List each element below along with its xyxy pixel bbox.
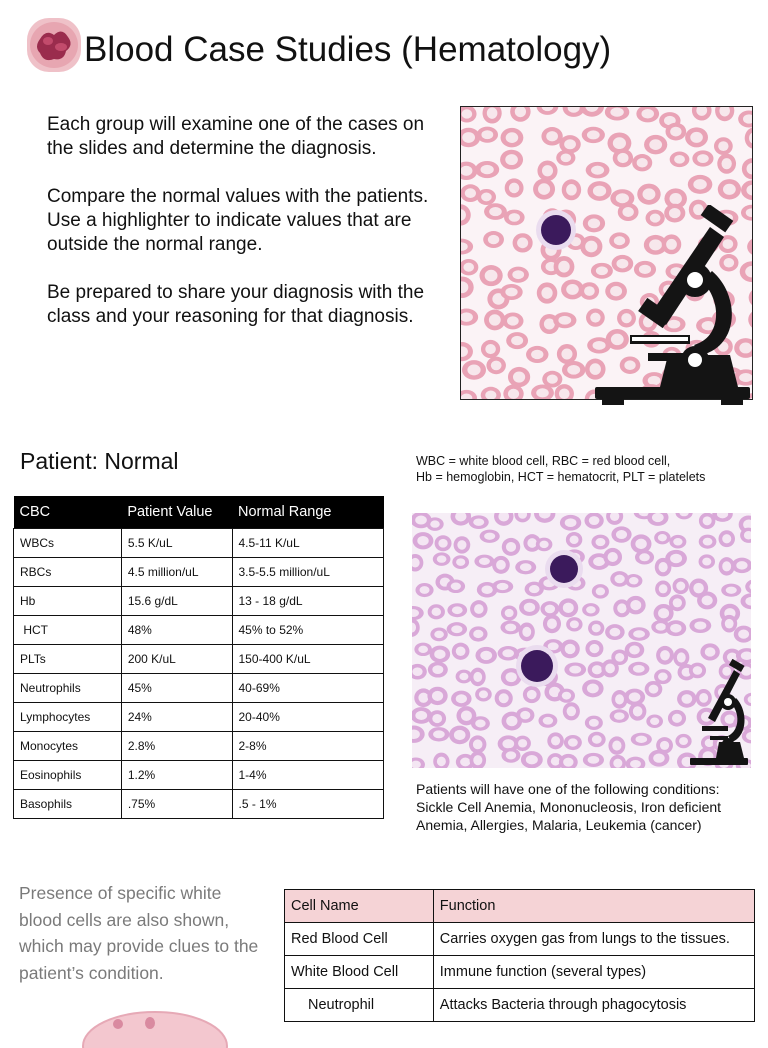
presence-note: Presence of specific white blood cells are also shown, which may provide clues to the patient’s condition.: [19, 880, 267, 986]
column-header: Normal Range: [232, 496, 384, 529]
red-blood-cell-center: [456, 647, 466, 656]
red-blood-cell-center: [593, 186, 606, 197]
red-blood-cell-center: [610, 108, 623, 117]
red-blood-cell-center: [522, 627, 531, 637]
conditions-note: [416, 780, 761, 834]
red-blood-cell-center: [565, 644, 576, 654]
red-blood-cell-center: [558, 316, 571, 325]
red-blood-cell-center: [526, 755, 538, 764]
red-blood-cell-center: [480, 651, 492, 660]
cell-function: Attacks Bacteria through phagocytosis: [433, 989, 754, 1022]
abbreviation-line: WBC = white blood cell, RBC = red blood cell,: [416, 453, 761, 469]
red-blood-cell-center: [459, 673, 468, 681]
red-blood-cell-center: [570, 535, 579, 544]
red-blood-cell-center: [487, 107, 498, 118]
red-blood-cell-center: [524, 603, 535, 612]
red-blood-cell-center: [693, 583, 703, 594]
cbc-normal-range: 150-400 K/uL: [232, 645, 384, 674]
white-blood-cell-nucleus: [521, 650, 553, 682]
red-blood-cell-center: [721, 158, 731, 169]
red-blood-cell-center: [473, 518, 484, 525]
red-blood-cell-center: [658, 672, 668, 680]
column-header: Cell Name: [285, 890, 434, 923]
cbc-patient-value: 200 K/uL: [121, 645, 232, 674]
red-blood-cell-center: [496, 560, 506, 570]
red-blood-cell-center: [432, 691, 443, 701]
red-blood-cell-center: [485, 391, 496, 400]
cbc-normal-range: 1-4%: [232, 761, 384, 790]
abbreviations-note: [416, 453, 761, 485]
red-blood-cell-center: [608, 552, 618, 562]
column-header: Patient Value: [121, 496, 232, 529]
red-blood-cell-center: [438, 539, 447, 548]
red-blood-cell-center: [465, 188, 476, 198]
red-blood-cell-center: [462, 109, 473, 118]
red-blood-cell-center: [643, 188, 656, 200]
red-blood-cell-center: [520, 711, 530, 720]
red-blood-cell-center: [481, 193, 492, 202]
red-blood-cell-center: [512, 270, 524, 279]
red-blood-cell-center: [434, 631, 444, 639]
conditions-line: Anemia, Allergies, Malaria, Leukemia (cancer): [416, 816, 761, 834]
cbc-normal-range: .5 - 1%: [232, 790, 384, 819]
red-blood-cell-center: [505, 624, 516, 632]
red-blood-cell-center: [635, 539, 646, 549]
red-blood-cell-center: [551, 757, 560, 766]
red-blood-cell-center: [542, 165, 553, 176]
red-blood-cell-center: [506, 672, 517, 682]
cbc-patient-value: 48%: [121, 616, 232, 645]
patient-heading: Patient: Normal: [20, 448, 179, 475]
red-blood-cell-center: [562, 692, 571, 700]
cbc-patient-value: 45%: [121, 674, 232, 703]
red-blood-cell-center: [489, 207, 502, 216]
cells-header-row: [285, 890, 755, 923]
red-blood-cell-center: [433, 730, 445, 738]
red-blood-cell-center: [484, 533, 495, 540]
red-blood-cell-center: [488, 235, 499, 244]
red-blood-cell-center: [545, 605, 555, 614]
red-blood-cell-center: [505, 154, 518, 165]
cbc-normal-range: 40-69%: [232, 674, 384, 703]
red-blood-cell-center: [474, 604, 484, 614]
cbc-patient-value: 5.5 K/uL: [121, 529, 232, 558]
red-blood-cell-center: [509, 213, 520, 222]
red-blood-cell-center: [473, 630, 483, 638]
red-blood-cell-center: [415, 515, 427, 524]
red-blood-cell-center: [612, 741, 621, 751]
red-blood-cell-center: [559, 388, 570, 399]
red-blood-cell-center: [569, 666, 581, 674]
red-blood-cell-center: [461, 710, 472, 721]
red-blood-cell-center: [460, 758, 470, 767]
red-blood-cell-center: [670, 127, 681, 137]
red-blood-cell-center: [538, 183, 550, 195]
table-row: [285, 989, 755, 1022]
abbreviation-line: Hb = hemoglobin, HCT = hematocrit, PLT = platelets: [416, 469, 761, 485]
cbc-test-name: WBCs: [14, 529, 122, 558]
cbc-test-name: Neutrophils: [14, 674, 122, 703]
white-blood-cell-nucleus: [541, 215, 571, 245]
red-blood-cell-center: [529, 585, 540, 593]
red-blood-cell-center: [502, 649, 514, 657]
red-blood-cell-center: [656, 623, 666, 630]
cbc-test-name: HCT: [14, 616, 122, 645]
red-blood-cell-center: [659, 562, 668, 572]
red-blood-cell-center: [650, 718, 659, 725]
red-blood-cell-center: [613, 137, 626, 149]
red-blood-cell-center: [420, 586, 430, 594]
cbc-patient-value: 4.5 million/uL: [121, 558, 232, 587]
red-blood-cell-center: [614, 712, 625, 719]
table-row: [14, 703, 384, 732]
red-blood-cell-center: [670, 193, 682, 204]
red-blood-cell-center: [718, 141, 728, 151]
red-blood-cell-center: [636, 736, 648, 743]
red-blood-cell-center: [543, 717, 553, 725]
red-blood-cell-center: [511, 336, 523, 345]
red-blood-cell-center: [563, 603, 574, 613]
red-blood-cell-center: [570, 620, 579, 628]
red-blood-cell-center: [697, 154, 709, 163]
red-blood-cell-center: [593, 557, 605, 566]
red-blood-cell-center: [673, 538, 682, 545]
red-blood-cell-center: [518, 739, 527, 747]
red-blood-cell-center: [473, 739, 483, 749]
red-blood-cell-center: [629, 692, 641, 701]
red-blood-cell-center: [566, 284, 579, 295]
red-blood-cell-center: [460, 166, 472, 176]
red-blood-cell-center: [541, 287, 552, 299]
red-blood-cell-center: [520, 563, 532, 571]
red-blood-cell-center: [630, 600, 641, 610]
red-blood-cell-center: [703, 538, 713, 546]
red-blood-cell-center: [658, 534, 667, 541]
red-blood-cell-center: [551, 736, 560, 745]
red-blood-cell-center: [658, 608, 669, 618]
table-row: [14, 558, 384, 587]
red-blood-cell-center: [589, 644, 599, 653]
cbc-patient-value: 15.6 g/dL: [121, 587, 232, 616]
cbc-test-name: Lymphocytes: [14, 703, 122, 732]
red-blood-cell-center: [561, 349, 572, 360]
red-blood-cell-center: [456, 558, 465, 566]
red-blood-cell-center: [649, 685, 659, 694]
red-blood-cell-center: [491, 361, 502, 371]
red-blood-cell-center: [588, 756, 600, 764]
red-blood-cell-center: [460, 312, 473, 321]
red-blood-cell-center: [723, 184, 736, 195]
column-header: CBC: [14, 496, 122, 529]
cbc-table: [13, 496, 384, 819]
red-blood-cell-center: [690, 132, 703, 143]
red-blood-cell-center: [456, 694, 467, 703]
red-blood-cell-center: [670, 624, 681, 633]
red-blood-cell-center: [479, 558, 490, 565]
red-blood-cell-center: [451, 583, 461, 590]
red-blood-cell-center: [430, 520, 440, 527]
red-blood-cell-center: [633, 630, 645, 637]
red-blood-cell-center: [567, 706, 576, 716]
red-blood-cell-center: [432, 714, 442, 723]
table-row: [14, 761, 384, 790]
red-blood-cell-center: [592, 665, 602, 674]
red-blood-cell-center: [418, 646, 428, 653]
red-blood-cell-center: [592, 624, 601, 632]
red-blood-cell-center: [659, 584, 668, 593]
table-row: [14, 616, 384, 645]
cbc-normal-range: 45% to 52%: [232, 616, 384, 645]
red-blood-cell-center: [596, 587, 605, 595]
red-blood-cell-center: [499, 693, 509, 703]
red-blood-cell-center: [462, 132, 475, 143]
red-blood-cell-center: [674, 155, 685, 164]
red-blood-cell-center: [517, 238, 528, 249]
cell-function: Carries oxygen gas from lungs to the tissues.: [433, 923, 754, 956]
red-blood-cell-center: [633, 706, 643, 716]
cbc-patient-value: 2.8%: [121, 732, 232, 761]
red-blood-cell-center: [641, 109, 654, 119]
red-blood-cell-center: [527, 538, 537, 548]
red-blood-cell-center: [630, 760, 641, 768]
red-blood-cell-center: [637, 158, 648, 168]
red-blood-cell-center: [615, 694, 624, 704]
cbc-normal-range: 13 - 18 g/dL: [232, 587, 384, 616]
red-blood-cell-center: [434, 649, 445, 658]
red-blood-cell-center: [505, 609, 514, 617]
red-blood-cell-center: [610, 628, 621, 637]
red-blood-cell-center: [489, 314, 501, 325]
cbc-patient-value: 24%: [121, 703, 232, 732]
page-title: Blood Case Studies (Hematology): [84, 28, 611, 72]
red-blood-cell-center: [564, 139, 576, 149]
red-blood-cell-center: [485, 270, 498, 282]
red-blood-cell-center: [725, 619, 734, 629]
red-blood-cell-center: [506, 751, 516, 759]
red-blood-cell-center: [595, 538, 605, 546]
red-blood-cell-center: [415, 711, 427, 720]
red-blood-cell-center: [676, 582, 685, 591]
table-row: [14, 674, 384, 703]
table-row: [285, 923, 755, 956]
red-blood-cell-center: [481, 586, 492, 594]
red-blood-cell-center: [615, 653, 624, 662]
red-blood-cell-center: [616, 193, 629, 203]
red-blood-cell-center: [567, 365, 580, 375]
cell-name: White Blood Cell: [285, 956, 434, 989]
red-blood-cell-center: [531, 350, 543, 359]
red-blood-cell-center: [451, 625, 462, 633]
red-blood-cell-center: [506, 716, 517, 726]
cbc-test-name: Basophils: [14, 790, 122, 819]
red-blood-cell-center: [589, 516, 600, 525]
red-blood-cell-center: [479, 690, 488, 698]
red-blood-cell-center: [639, 553, 650, 561]
red-blood-cell-center: [566, 184, 577, 196]
cbc-header-row: [14, 496, 384, 529]
instruction-paragraph: Be prepared to share your diagnosis with the class and your reasoning for that diagnosis.: [47, 281, 442, 329]
microscope-icon: [590, 205, 755, 415]
red-blood-cell-center: [670, 554, 682, 563]
red-blood-cell-center: [617, 153, 628, 163]
cbc-normal-range: 2-8%: [232, 732, 384, 761]
red-blood-cell-center: [660, 650, 670, 660]
red-blood-cell-center: [702, 558, 711, 566]
conditions-line: Patients will have one of the following conditions:: [416, 780, 761, 798]
red-blood-cell-center: [558, 261, 569, 273]
red-blood-cell-center: [652, 513, 664, 522]
cbc-test-name: Monocytes: [14, 732, 122, 761]
red-blood-cell-center: [649, 139, 662, 150]
red-blood-cell-center: [587, 684, 599, 694]
red-blood-cell-center: [677, 652, 686, 662]
red-blood-cell-center: [561, 153, 572, 162]
table-row: [285, 956, 755, 989]
cbc-test-name: PLTs: [14, 645, 122, 674]
red-blood-cell-center: [617, 603, 627, 613]
column-header: Function: [433, 890, 754, 923]
red-blood-cell-center: [591, 166, 604, 175]
table-row: [14, 587, 384, 616]
red-blood-cell-center: [412, 667, 422, 676]
red-blood-cell-center: [568, 738, 578, 746]
red-blood-cell-center: [437, 555, 447, 562]
red-blood-cell-center: [417, 536, 428, 546]
red-blood-cell-center: [722, 561, 731, 571]
red-blood-cell-center: [454, 730, 466, 740]
red-blood-cell-center: [633, 665, 645, 673]
cbc-normal-range: 3.5-5.5 million/uL: [232, 558, 384, 587]
red-blood-cell-center: [506, 542, 516, 552]
red-blood-cell-center: [565, 518, 577, 527]
red-blood-cell-center: [497, 583, 509, 590]
red-blood-cell-center: [508, 389, 519, 399]
red-blood-cell-center: [481, 165, 494, 174]
red-blood-cell-center: [540, 541, 549, 548]
conditions-line: Sickle Cell Anemia, Mononucleosis, Iron deficient: [416, 798, 761, 816]
red-blood-cell-center: [726, 587, 737, 594]
cbc-patient-value: 1.2%: [121, 761, 232, 790]
red-blood-cell-center: [485, 344, 496, 354]
blood-cell-logo-icon: [26, 17, 82, 73]
table-row: [14, 732, 384, 761]
red-blood-cell-center: [547, 618, 557, 628]
cell-name: Neutrophil: [285, 989, 434, 1022]
red-blood-cell-center: [705, 647, 716, 656]
red-blood-cell-center: [546, 131, 558, 141]
red-blood-cell-center: [694, 621, 706, 629]
red-blood-cell-center: [507, 316, 519, 325]
cbc-test-name: RBCs: [14, 558, 122, 587]
cbc-normal-range: 4.5-11 K/uL: [232, 529, 384, 558]
cbc-normal-range: 20-40%: [232, 703, 384, 732]
red-blood-cell-center: [722, 534, 731, 543]
cbc-test-name: Eosinophils: [14, 761, 122, 790]
red-blood-cell-center: [467, 365, 480, 376]
red-blood-cell-center: [586, 606, 596, 613]
red-blood-cell-center: [457, 540, 466, 550]
red-blood-cell-center: [589, 719, 599, 727]
cell-name: Red Blood Cell: [285, 923, 434, 956]
instructions: [47, 113, 442, 353]
red-blood-cell-center: [592, 735, 602, 743]
red-blood-cell-center: [653, 754, 664, 763]
red-blood-cell-center: [605, 663, 615, 673]
instruction-paragraph: Each group will examine one of the cases on the slides and determine the diagnosis.: [47, 113, 442, 161]
red-blood-cell-center: [629, 577, 639, 584]
table-row: [14, 529, 384, 558]
red-blood-cell-center: [660, 741, 669, 750]
cell-function-table: [284, 889, 755, 1022]
red-blood-cell-center: [703, 516, 712, 525]
red-blood-cell-center: [452, 606, 463, 614]
red-blood-cell-center: [536, 388, 549, 397]
table-row: [14, 645, 384, 674]
cell-function: Immune function (several types): [433, 956, 754, 989]
red-blood-cell-center: [614, 575, 624, 584]
red-blood-cell-center: [509, 183, 519, 194]
microscope-icon: [688, 658, 750, 770]
red-blood-cell-center: [432, 665, 443, 674]
cbc-patient-value: .75%: [121, 790, 232, 819]
red-blood-cell-center: [505, 288, 517, 297]
red-blood-cell-center: [563, 758, 573, 767]
red-blood-cell-center: [418, 693, 428, 703]
white-blood-cell-nucleus: [550, 555, 578, 583]
red-blood-cell-center: [432, 608, 441, 616]
table-row: [14, 790, 384, 819]
red-blood-cell-center: [515, 106, 526, 117]
red-blood-cell-center: [481, 130, 493, 139]
red-blood-cell-center: [738, 629, 749, 638]
red-blood-cell-center: [475, 719, 485, 727]
red-blood-cell-center: [702, 595, 713, 605]
red-blood-cell-center: [693, 179, 707, 189]
red-blood-cell-center: [473, 755, 482, 765]
red-blood-cell-center: [613, 759, 622, 768]
red-blood-cell-center: [502, 739, 514, 748]
red-blood-cell-center: [437, 757, 446, 767]
red-blood-cell-center: [463, 263, 474, 272]
red-blood-cell-center: [473, 672, 482, 682]
red-blood-cell-center: [672, 714, 682, 723]
red-blood-cell-center: [679, 737, 688, 745]
red-blood-cell-center: [673, 598, 682, 607]
white-blood-cell-illustration: [80, 1008, 230, 1048]
red-blood-cell-center: [506, 132, 519, 143]
red-blood-cell-center: [547, 375, 558, 384]
red-blood-cell-center: [629, 645, 640, 654]
red-blood-cell-center: [527, 690, 537, 699]
red-blood-cell-center: [513, 371, 525, 382]
cbc-test-name: Hb: [14, 587, 122, 616]
red-blood-cell-center: [587, 130, 600, 139]
red-blood-cell-center: [736, 561, 747, 570]
instruction-paragraph: Compare the normal values with the patients. Use a highlighter to indicate values that are outside the normal range.: [47, 185, 442, 257]
red-blood-cell-center: [616, 530, 627, 539]
